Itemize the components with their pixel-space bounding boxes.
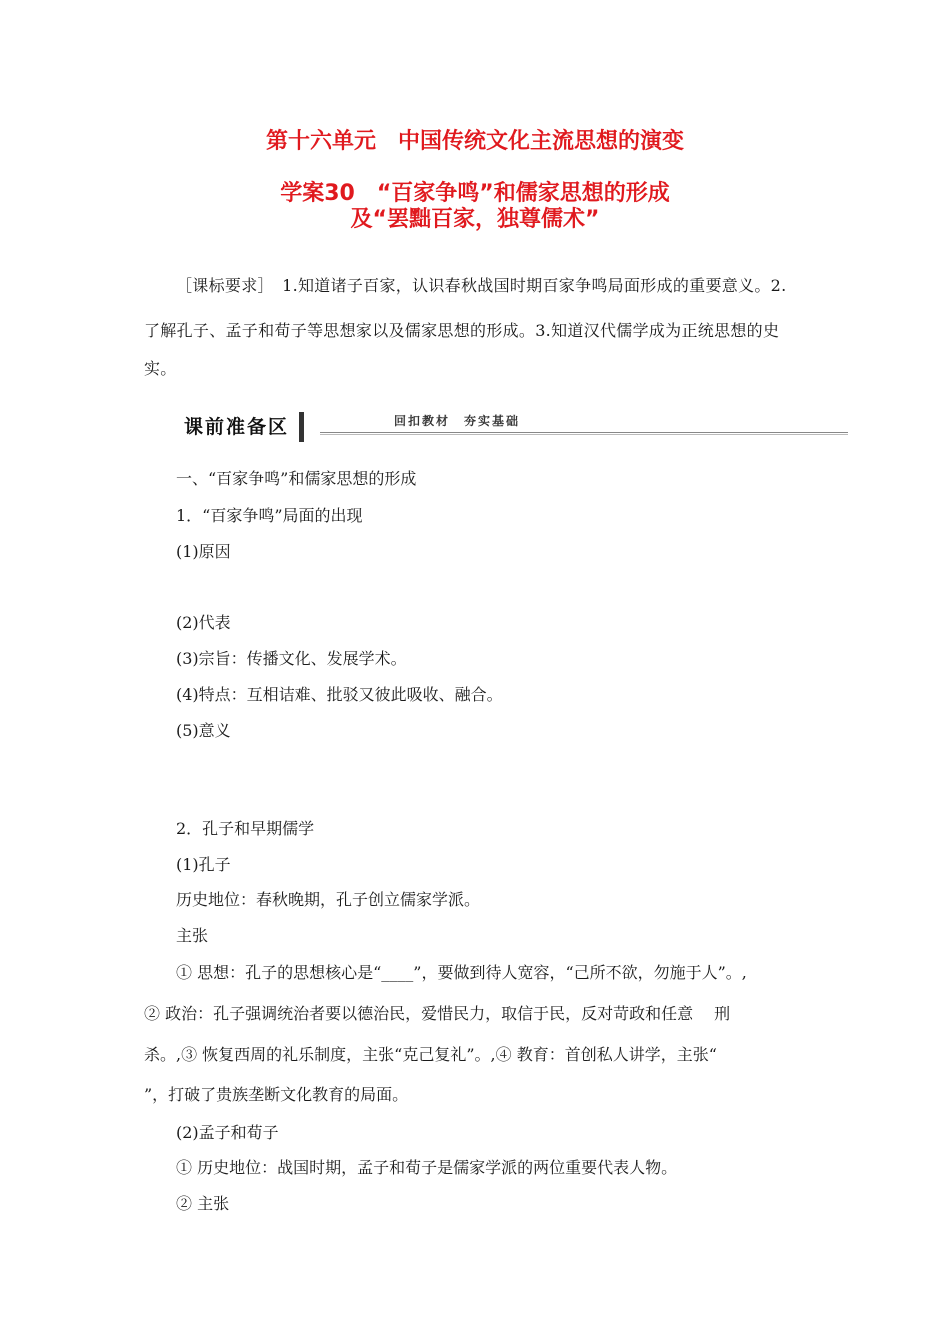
requirements-line-2: 了解孔子、孟子和荀子等思想家以及儒家思想的形成。3.知道汉代儒学成为正统思想的史	[144, 321, 780, 340]
requirements-line-3: 实。	[144, 359, 177, 378]
section-banner	[180, 410, 848, 444]
text-line: ”，打破了贵族垄断文化教育的局面。	[144, 1085, 409, 1104]
banner-subtitle: 回扣教材 夯实基础	[394, 414, 521, 428]
banner-rule	[320, 432, 848, 435]
text-line: ② 政治：孔子强调统治者要以德治民，爱惜民力，取信于民，反对苛政和任意 刑	[144, 1004, 731, 1023]
text-line: ① 思想：孔子的思想核心是“____”，要做到待人宽容，“己所不欲，勿施于人”。,	[176, 963, 747, 982]
item-heading: 2．孔子和早期儒学	[176, 819, 315, 838]
text-line: ② 主张	[176, 1194, 230, 1213]
sub-heading: (2)代表	[176, 613, 231, 632]
section-heading: 一、“百家争鸣”和儒家思想的形成	[176, 469, 417, 488]
requirements-line-1: ［课标要求］ 1.知道诸子百家，认识春秋战国时期百家争鸣局面形成的重要意义。2.	[176, 276, 787, 295]
item-heading: 1．“百家争鸣”局面的出现	[176, 506, 363, 525]
sub-heading: (2)孟子和荀子	[176, 1123, 279, 1142]
text-line: (4)特点：互相诘难、批驳又彼此吸收、融合。	[176, 685, 503, 704]
lesson-title: 学案30 “百家争鸣”和儒家思想的形成	[280, 181, 670, 206]
unit-title: 第十六单元 中国传统文化主流思想的演变	[265, 129, 684, 154]
text-line: 杀。,③ 恢复西周的礼乐制度，主张“克己复礼”。,④ 教育：首创私人讲学，主张“	[144, 1045, 717, 1064]
lesson-subtitle: 及“罢黜百家，独尊儒术”	[350, 207, 600, 232]
text-line: 主张	[176, 926, 209, 945]
text-line: (3)宗旨：传播文化、发展学术。	[176, 649, 407, 668]
sub-heading: (5)意义	[176, 721, 231, 740]
sub-heading: (1)原因	[176, 542, 231, 561]
banner-label: 课前准备区	[180, 412, 304, 442]
text-line: 历史地位：春秋晚期，孔子创立儒家学派。	[176, 890, 481, 909]
sub-heading: (1)孔子	[176, 855, 231, 874]
text-line: ① 历史地位：战国时期，孟子和荀子是儒家学派的两位重要代表人物。	[176, 1158, 678, 1177]
